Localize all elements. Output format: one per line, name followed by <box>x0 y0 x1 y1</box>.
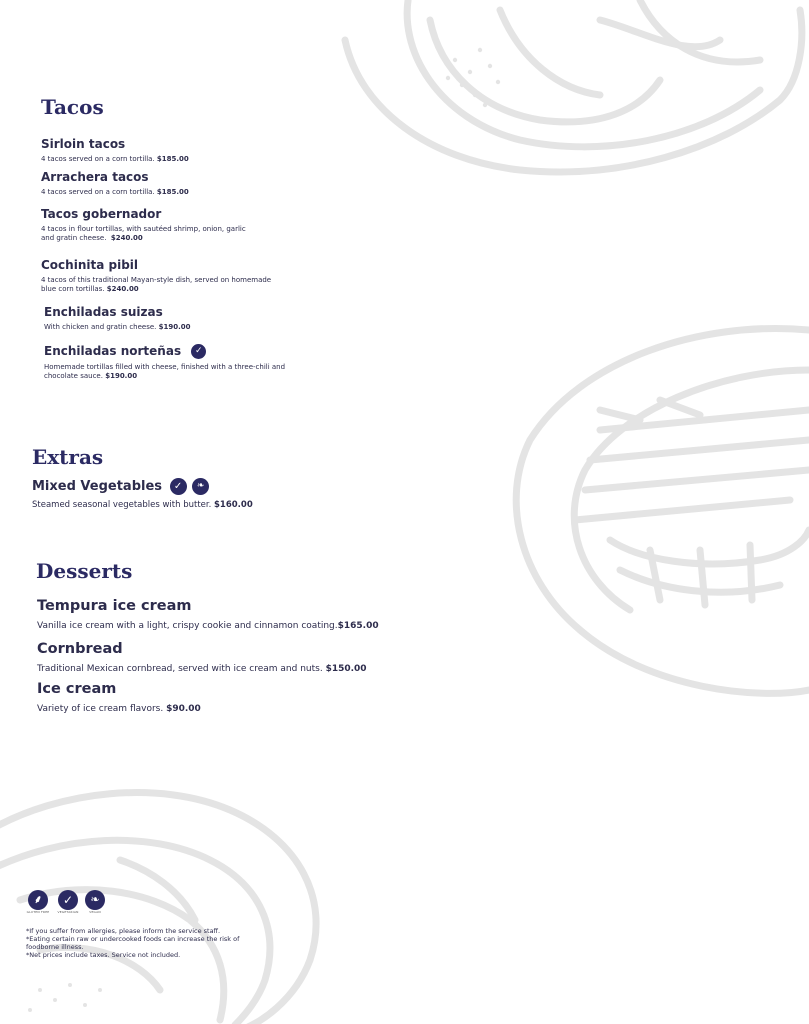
description-text: Variety of ice cream flavors. <box>37 704 164 714</box>
menu-item-description <box>41 155 189 164</box>
description-line <box>41 285 271 294</box>
menu-item-name: Arrachera tacos <box>41 170 149 184</box>
menu-item-description <box>44 363 285 381</box>
legend-label: VEGETARIAN <box>57 909 79 914</box>
section-title-extras: Extras <box>32 445 104 469</box>
menu-item-description <box>41 276 271 294</box>
description-line: 4 tacos of this traditional Mayan-style dish, served on homemade <box>41 276 272 284</box>
diet-legend <box>26 889 116 919</box>
price: $185.00 <box>156 155 189 163</box>
legend-entry <box>26 889 50 914</box>
vegetarian-icon: ✓ <box>58 890 78 910</box>
legend-entry <box>83 889 107 914</box>
menu-item-name: Enchiladas norteñas <box>44 344 182 358</box>
description-text: 4 tacos served on a corn tortilla. <box>41 155 155 163</box>
menu-item-name: Tempura ice cream <box>37 598 192 614</box>
description-text: Vanilla ice cream with a light, crispy cookie and cinnamon coating. <box>37 621 338 631</box>
price: $240.00 <box>110 234 143 243</box>
description-line: Homemade tortillas filled with cheese, finished with a three-chili and <box>44 363 286 371</box>
menu-item-description <box>37 704 201 716</box>
price: $190.00 <box>105 372 138 381</box>
description-text: blue corn tortillas. <box>41 285 105 294</box>
price: $240.00 <box>106 285 139 294</box>
price: $165.00 <box>337 621 379 631</box>
menu-item-name: Cornbread <box>37 641 123 657</box>
price: $160.00 <box>214 500 253 510</box>
description-line <box>41 234 246 243</box>
menu-item-name: Ice cream <box>37 681 117 697</box>
vegetarian-icon: ✓ <box>191 344 206 359</box>
wheat-icon: ⸙ <box>28 890 48 910</box>
vegan-icon: ❧ <box>85 890 105 910</box>
menu-item-description <box>41 225 246 243</box>
description-text: Steamed seasonal vegetables with butter. <box>32 500 212 510</box>
price: $185.00 <box>156 188 189 196</box>
menu-item-name: Tacos gobernador <box>41 207 162 221</box>
menu-item-description <box>37 621 379 633</box>
menu-item-name: Enchiladas suizas <box>44 305 163 319</box>
menu-item-description <box>37 664 367 676</box>
menu-item-name-row <box>44 344 206 359</box>
legend-entry <box>56 889 80 914</box>
menu-item-name: Sirloin tacos <box>41 137 126 151</box>
description-text: and gratin cheese. <box>41 234 107 243</box>
vegan-icon: ❧ <box>192 478 209 495</box>
footnote-line: *Net prices include taxes. Service not included. <box>26 951 181 960</box>
price: $90.00 <box>166 704 201 714</box>
menu-item-description <box>32 500 253 511</box>
menu-item-name: Cochinita pibil <box>41 258 139 272</box>
footnote-line: foodborne illness. <box>26 943 84 952</box>
footnote-line: *If you suffer from allergies, please inform the service staff. <box>26 927 221 935</box>
menu-item-name: Mixed Vegetables <box>32 479 163 494</box>
menu-item-description <box>41 188 189 197</box>
menu-item-name-row <box>32 478 209 495</box>
description-line: 4 tacos in flour tortillas, with sautéed shrimp, onion, garlic <box>41 225 246 233</box>
footnote-line: *Eating certain raw or undercooked foods can increase the risk of <box>26 935 240 944</box>
menu-item-description <box>44 323 191 332</box>
description-text: With chicken and gratin cheese. <box>44 323 157 331</box>
section-title-desserts: Desserts <box>36 559 133 583</box>
footnotes <box>26 927 256 960</box>
legend-label: GLUTEN FREE <box>26 909 50 914</box>
description-text: Traditional Mexican cornbread, served with ice cream and nuts. <box>37 664 323 674</box>
price: $150.00 <box>325 664 367 674</box>
description-line <box>44 372 285 381</box>
vegetarian-icon: ✓ <box>170 478 187 495</box>
price: $190.00 <box>158 323 191 331</box>
section-title-tacos: Tacos <box>41 95 104 119</box>
description-text: 4 tacos served on a corn tortilla. <box>41 188 155 196</box>
legend-label: VEGAN <box>89 909 101 914</box>
description-text: chocolate sauce. <box>44 372 103 381</box>
